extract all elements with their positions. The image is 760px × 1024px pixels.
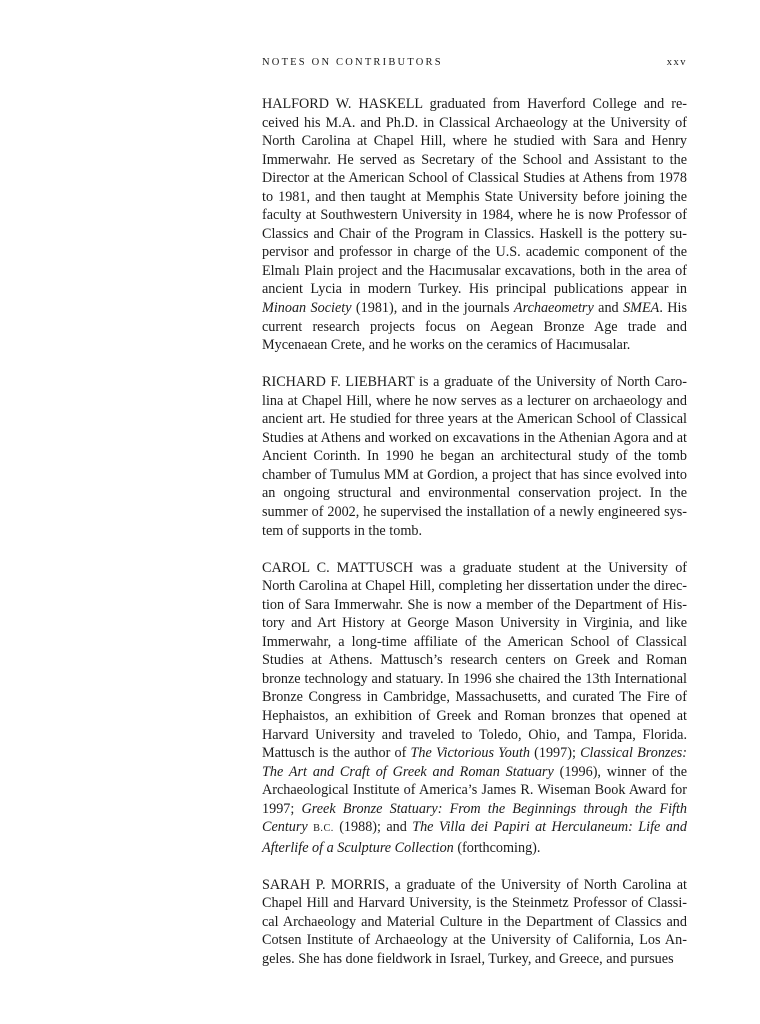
running-head-title: NOTES ON CONTRIBUTORS [262, 57, 443, 68]
page-number: xxv [666, 57, 687, 68]
contributor-name: CAROL C. MATTUSCH [262, 559, 414, 576]
contributor-entry-mattusch [262, 559, 687, 858]
contributor-name: RICHARD F. LIEBHART [262, 374, 415, 391]
contributor-bio: , a graduate of the University of North Carolina at Chapel Hill and Harvard University, is the Steinmetz Professor of Classical Archaeology and Material Culture in the Department of Classics and Cotsen Institute of Archaeology at the University of California, Los Angeles. She has done fieldwork in Israel, Turkey, and Greece, and pursues [262, 876, 687, 968]
contributor-name: HALFORD W. HASKELL [262, 96, 423, 112]
contributor-entry-haskell [262, 95, 687, 355]
contributor-notes [262, 95, 687, 969]
contributor-entry-liebhart [262, 373, 687, 540]
contributor-entry-morris [262, 876, 687, 969]
contributor-bio: is a graduate of the University of North Carolina at Chapel Hill, where he now serves as a lecturer on archaeology and ancient art. He studied for three years at the American School of Classical Studies at Athens and worked on excavations in the Athenian Agora and at Ancient Corinth. In 1990 he began an architectural study of the tomb chamber of Tumulus MM at Gordion, a project that has since evolved into an ongoing structural and environmental conservation project. In the summer of 2002, he supervised the installation of a newly engineered system of supports in the tomb. [262, 374, 688, 539]
running-head [262, 57, 687, 75]
contributor-name: SARAH P. MORRIS [262, 876, 386, 893]
contributor-bio: was a graduate student at the University of North Carolina at Chapel Hill, completing her dissertation under the direction of Sara Immerwahr. She is now a member of the Department of History and Art History at George Mason University in Virginia, and like Immerwahr, a long-time affiliate of the American School of Classical Studies at Athens. Mattusch’s research centers on Greek and Roman bronze technology and statuary. In 1996 she chaired the 13th International Bronze Congress in Cambridge, Massachusetts, and curated The Fire of Hephaistos, an exhibition of Greek and Roman bronzes that opened at Harvard University and traveled to Toledo, Ohio, and Tampa, Florida. Mattusch is the author of The Victorious Youth (1997); Classical Bronzes: The Art and Craft of Greek and Roman Statuary (1996), winner of the Archaeological Institute of America’s James R. Wiseman Book Award for 1997; Greek Bronze Statuary: From the Beginnings through the Fifth Century B.C. (1988); and The Villa dei Papiri at Herculaneum: Life and Afterlife of a Sculpture Collection (forthcoming). [262, 559, 688, 856]
contributor-bio: graduated from Haverford College and received his M.A. and Ph.D. in Classical Archaeology at the University of North Carolina at Chapel Hill, where he studied with Sara and Henry Immerwahr. He served as Secretary of the School and Assistant to the Director at the American School of Classical Studies at Athens from 1978 to 1981, and then taught at Memphis State University before joining the faculty at Southwestern University in 1984, where he is now Professor of Classics and Chair of the Program in Classics. Haskell is the pottery supervisor and professor in charge of the U.S. academic component of the Elmalı Plain project and the Hacımusalar excavations, both in the area of ancient Lycia in modern Turkey. His principal publications appear in Minoan Society (1981), and in the journals Archaeometry and SMEA. His current research projects focus on Aegean Bronze Age trade and Mycenaean Crete, and he works on the ceramics of Hacımusalar. [262, 96, 687, 354]
